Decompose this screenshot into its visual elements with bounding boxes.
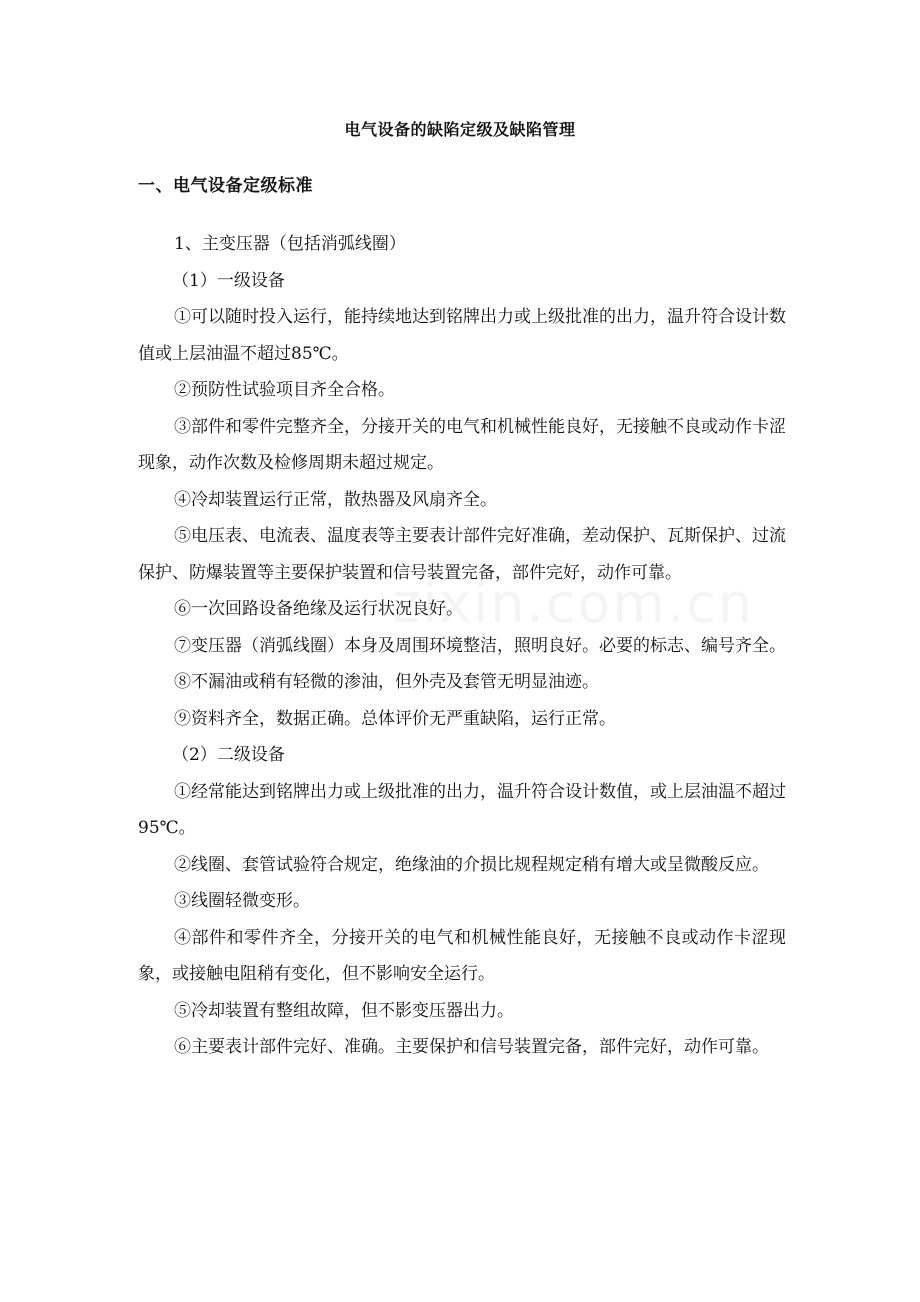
paragraph: ①可以随时投入运行，能持续地达到铭牌出力或上级批准的出力，温升符合设计数值或上层油温不超过85℃。 xyxy=(138,307,786,364)
paragraph-item-heading: 1、主变压器（包括消弧线圈） xyxy=(174,234,406,254)
paragraph: ⑧不漏油或稍有轻微的渗油，但外壳及套管无明显油迹。 xyxy=(174,672,599,692)
paragraph: ⑥一次回路设备绝缘及运行状况良好。 xyxy=(174,599,463,619)
paragraph-level-1-heading: （1）一级设备 xyxy=(172,270,285,291)
paragraph: ③部件和零件完整齐全，分接开关的电气和机械性能良好，无接触不良或动作卡涩现象，动作次数及检修周期未超过规定。 xyxy=(138,416,786,473)
paragraph: ⑦变压器（消弧线圈）本身及周围环境整洁，照明良好。必要的标志、编号齐全。 xyxy=(174,635,786,656)
section-heading: 一、电气设备定级标准 xyxy=(138,176,313,196)
paragraph: ⑥主要表计部件完好、准确。主要保护和信号装置完备，部件完好，动作可靠。 xyxy=(174,1037,769,1057)
paragraph: ④部件和零件齐全，分接开关的电气和机械性能良好，无接触不良或动作卡涩现象，或接触电阻稍有变化，但不影响安全运行。 xyxy=(138,927,786,984)
paragraph: ①经常能达到铭牌出力或上级批准的出力，温升符合设计数值，或上层油温不超过95℃。 xyxy=(138,781,786,838)
document-title: 电气设备的缺陷定级及缺陷管理 xyxy=(344,120,576,139)
paragraph: ③线圈轻微变形。 xyxy=(174,891,310,911)
paragraph: ②预防性试验项目齐全合格。 xyxy=(174,380,395,400)
paragraph: ②线圈、套管试验符合规定，绝缘油的介损比规程规定稍有增大或呈微酸反应。 xyxy=(174,854,769,875)
paragraph: ⑤冷却装置有整组故障，但不影变压器出力。 xyxy=(174,1000,514,1021)
paragraph-level-2-heading: （2）二级设备 xyxy=(172,745,285,765)
paragraph: ⑨资料齐全，数据正确。总体评价无严重缺陷，运行正常。 xyxy=(174,708,616,729)
document-body xyxy=(138,226,786,1066)
paragraph: ⑤电压表、电流表、温度表等主要表计部件完好准确，差动保护、瓦斯保护、过流保护、防爆装置等主要保护装置和信号装置完备，部件完好，动作可靠。 xyxy=(138,526,786,583)
paragraph: ④冷却装置运行正常，散热器及风扇齐全。 xyxy=(174,489,497,510)
